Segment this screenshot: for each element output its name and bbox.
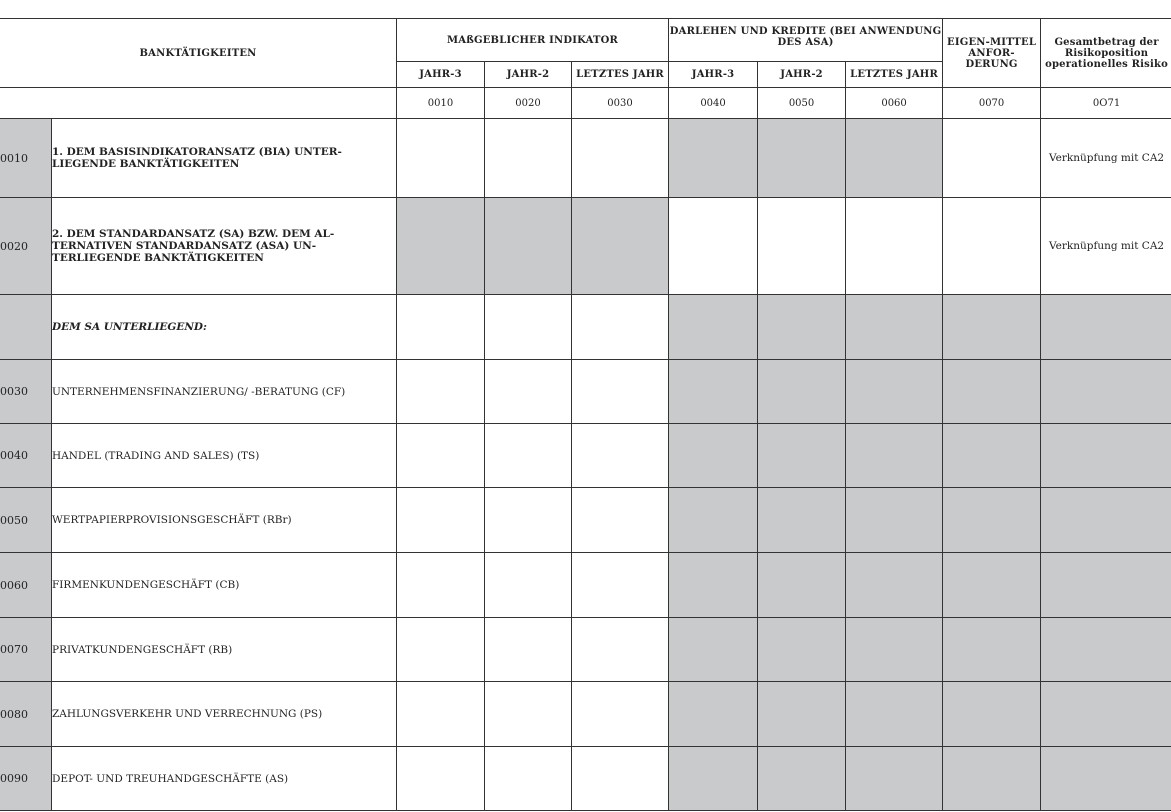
input-cell[interactable] — [572, 747, 669, 811]
shaded-cell — [943, 488, 1041, 553]
input-cell[interactable] — [943, 198, 1041, 295]
shaded-cell — [846, 747, 943, 811]
row-code — [0, 295, 52, 360]
row-label: DEM SA UNTERLIEGEND: — [52, 295, 397, 360]
shaded-cell — [758, 618, 846, 682]
subheader-year2-loans: JAHR-2 — [758, 62, 846, 88]
shaded-cell — [846, 553, 943, 618]
table-row — [0, 119, 1171, 198]
shaded-cell — [1041, 424, 1171, 488]
subheader-year3-loans: JAHR-3 — [669, 62, 758, 88]
shaded-cell — [943, 295, 1041, 360]
row-label: DEPOT- UND TREUHANDGESCHÄFTE (AS) — [52, 747, 397, 811]
row-label: WERTPAPIERPROVISIONSGESCHÄFT (RBr) — [52, 488, 397, 553]
shaded-cell — [758, 682, 846, 747]
input-cell[interactable] — [397, 618, 485, 682]
shaded-cell — [1041, 488, 1171, 553]
header-total-risk-exposure: Gesamtbetrag der Risikoposition operationelles Risiko — [1041, 19, 1171, 88]
row-code: 0020 — [0, 198, 52, 295]
input-cell[interactable] — [397, 360, 485, 424]
input-cell[interactable] — [572, 295, 669, 360]
shaded-cell — [669, 119, 758, 198]
input-cell[interactable] — [572, 618, 669, 682]
row-code: 0040 — [0, 424, 52, 488]
header-loans-advances: DARLEHEN UND KREDITE (BEI ANWENDUNG DES ASA) — [669, 19, 943, 62]
table-row — [0, 682, 1171, 747]
row-label: 2. DEM STANDARDANSATZ (SA) BZW. DEM AL-TERNATIVEN STANDARDANSATZ (ASA) UN-TERLIEGENDE BANKTÄTIGKEITEN — [52, 198, 397, 295]
shaded-cell — [758, 295, 846, 360]
column-code-row — [0, 88, 1171, 119]
row-code: 0070 — [0, 618, 52, 682]
shaded-cell — [758, 747, 846, 811]
shaded-cell — [943, 618, 1041, 682]
shaded-cell — [669, 295, 758, 360]
input-cell[interactable] — [669, 198, 758, 295]
input-cell[interactable] — [572, 682, 669, 747]
input-cell[interactable] — [485, 553, 572, 618]
column-code-blank — [0, 88, 397, 119]
column-code: 0060 — [846, 88, 943, 119]
column-code: 0O71 — [1041, 88, 1171, 119]
shaded-cell — [669, 360, 758, 424]
shaded-cell — [669, 618, 758, 682]
input-cell[interactable] — [397, 682, 485, 747]
row-code: 0010 — [0, 119, 52, 198]
shaded-cell — [669, 747, 758, 811]
input-cell[interactable] — [485, 424, 572, 488]
column-code: 0010 — [397, 88, 485, 119]
table-row — [0, 553, 1171, 618]
table-row — [0, 747, 1171, 811]
shaded-cell — [943, 553, 1041, 618]
row-label: HANDEL (TRADING AND SALES) (TS) — [52, 424, 397, 488]
input-cell[interactable] — [846, 198, 943, 295]
input-cell[interactable] — [485, 682, 572, 747]
shaded-cell — [669, 553, 758, 618]
subheader-last-year-indicator: LETZTES JAHR — [572, 62, 669, 88]
input-cell[interactable] — [397, 747, 485, 811]
operational-risk-table — [0, 18, 1171, 811]
input-cell[interactable] — [485, 618, 572, 682]
input-cell[interactable] — [397, 119, 485, 198]
shaded-cell — [846, 618, 943, 682]
shaded-cell — [758, 488, 846, 553]
table-row — [0, 488, 1171, 553]
shaded-cell — [485, 198, 572, 295]
column-code: 0020 — [485, 88, 572, 119]
row-code: 0030 — [0, 360, 52, 424]
row-label: FIRMENKUNDENGESCHÄFT (CB) — [52, 553, 397, 618]
shaded-cell — [943, 360, 1041, 424]
header-relevant-indicator: MAßGEBLICHER INDIKATOR — [397, 19, 669, 62]
input-cell[interactable] — [397, 553, 485, 618]
header-banking-activities: BANKTÄTIGKEITEN — [0, 19, 397, 88]
shaded-cell — [1041, 747, 1171, 811]
subheader-year2-indicator: JAHR-2 — [485, 62, 572, 88]
table-row — [0, 424, 1171, 488]
row-label: ZAHLUNGSVERKEHR UND VERRECHNUNG (PS) — [52, 682, 397, 747]
row-label: UNTERNEHMENSFINANZIERUNG/ -BERATUNG (CF) — [52, 360, 397, 424]
shaded-cell — [846, 295, 943, 360]
column-code: 0070 — [943, 88, 1041, 119]
shaded-cell — [846, 424, 943, 488]
shaded-cell — [943, 682, 1041, 747]
shaded-cell — [669, 682, 758, 747]
input-cell[interactable] — [397, 295, 485, 360]
shaded-cell — [758, 553, 846, 618]
column-code: 0030 — [572, 88, 669, 119]
table-row — [0, 295, 1171, 360]
subheader-last-year-loans: LETZTES JAHR — [846, 62, 943, 88]
input-cell[interactable] — [485, 360, 572, 424]
shaded-cell — [1041, 295, 1171, 360]
column-code: 0040 — [669, 88, 758, 119]
shaded-cell — [943, 424, 1041, 488]
shaded-cell — [758, 360, 846, 424]
row-label: 1. DEM BASISINDIKATORANSATZ (BIA) UNTER-LIEGENDE BANKTÄTIGKEITEN — [52, 119, 397, 198]
shaded-cell — [758, 424, 846, 488]
header-row-1 — [0, 19, 1171, 62]
shaded-cell — [1041, 618, 1171, 682]
input-cell[interactable] — [943, 119, 1041, 198]
shaded-cell — [846, 488, 943, 553]
input-cell[interactable] — [572, 360, 669, 424]
shaded-cell — [572, 198, 669, 295]
shaded-cell — [397, 198, 485, 295]
header-own-funds-requirement: EIGEN-MITTEL ANFOR-DERUNG — [943, 19, 1041, 88]
link-note: Verknüpfung mit CA2 — [1041, 198, 1171, 295]
shaded-cell — [669, 424, 758, 488]
subheader-year3-indicator: JAHR-3 — [397, 62, 485, 88]
input-cell[interactable] — [485, 295, 572, 360]
input-cell[interactable] — [397, 424, 485, 488]
column-code: 0050 — [758, 88, 846, 119]
input-cell[interactable] — [485, 119, 572, 198]
shaded-cell — [1041, 553, 1171, 618]
table-row — [0, 360, 1171, 424]
input-cell[interactable] — [485, 747, 572, 811]
input-cell[interactable] — [572, 119, 669, 198]
row-label: PRIVATKUNDENGESCHÄFT (RB) — [52, 618, 397, 682]
input-cell[interactable] — [485, 488, 572, 553]
table-row — [0, 618, 1171, 682]
input-cell[interactable] — [572, 488, 669, 553]
row-code: 0090 — [0, 747, 52, 811]
input-cell[interactable] — [572, 553, 669, 618]
table-row — [0, 198, 1171, 295]
row-code: 0050 — [0, 488, 52, 553]
input-cell[interactable] — [758, 198, 846, 295]
link-note: Verknüpfung mit CA2 — [1041, 119, 1171, 198]
input-cell[interactable] — [397, 488, 485, 553]
shaded-cell — [943, 747, 1041, 811]
shaded-cell — [669, 488, 758, 553]
row-code: 0080 — [0, 682, 52, 747]
shaded-cell — [1041, 360, 1171, 424]
shaded-cell — [846, 119, 943, 198]
shaded-cell — [1041, 682, 1171, 747]
shaded-cell — [758, 119, 846, 198]
input-cell[interactable] — [572, 424, 669, 488]
shaded-cell — [846, 682, 943, 747]
shaded-cell — [846, 360, 943, 424]
row-code: 0060 — [0, 553, 52, 618]
